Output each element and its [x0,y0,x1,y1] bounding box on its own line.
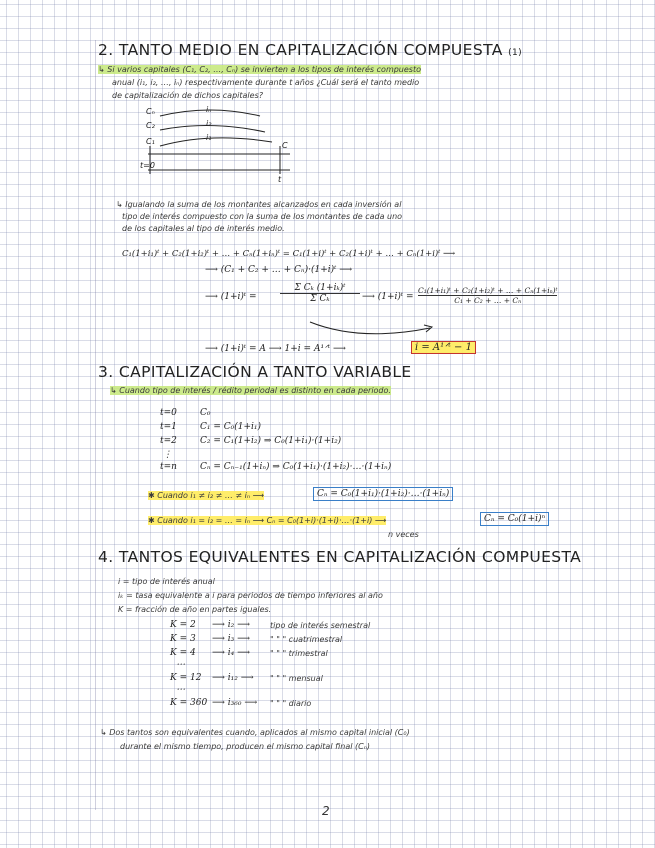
label-i1: i₁ [206,133,212,142]
case-1-label [148,491,264,500]
case-2-under: n veces [388,530,419,539]
s4-closing-1 [100,728,410,737]
equation-3-lhs: ⟶ (1+i)ᵗ = [205,292,257,302]
equation-3-frac-den: C₁ + C₂ + … + Cₙ [454,296,522,305]
s4-row-4-k: K = 12 [170,673,202,683]
s3-row-1-expr: C₁ = C₀(1+i₁) [200,422,262,432]
s4-closing-1-text: ↳ Dos tantos son equivalentes cuando, aplicados al mismo capital inicial (C₀) [100,728,410,737]
label-c1: C₁ [146,137,155,146]
section-2-title-text: 2. TANTO MEDIO EN CAPITALIZACIÓN COMPUESTA [98,41,503,59]
label-i2: i₂ [206,119,212,128]
margin-line [95,40,96,810]
section-2-para-3: de los capitales al tipo de interés medio. [122,224,285,233]
label-in: iₙ [206,105,212,114]
label-t0: t=0 [140,161,155,170]
equation-3-frac-num: C₁(1+i₁)ᵗ + C₂(1+i₂)ᵗ + … + Cₙ(1+iₙ)ᵗ [418,286,558,295]
page-number: 2 [322,804,330,818]
case-2-label [148,516,386,525]
label-c2: C₂ [146,121,155,130]
s4-row-0-k: K = 2 [170,620,196,630]
s4-row-3-k: ⋯ [176,660,185,670]
s4-row-6-desc: " " " diario [270,699,312,708]
s4-row-5-k: ⋯ [176,685,185,695]
s4-row-2-ik: ⟶ i₄ ⟶ [212,648,251,658]
section-3-title: 3. CAPITALIZACIÓN A TANTO VARIABLE [98,363,412,381]
average-rate-result: i = A¹ᐟᵗ − 1 [411,341,476,354]
s3-row-2-expr: C₂ = C₁(1+i₂) ⇒ C₀(1+i₁)·(1+i₂) [200,436,342,446]
section-4-title: 4. TANTOS EQUIVALENTES EN CAPITALIZACIÓN COMPUESTA [98,548,582,566]
intro-1-text: ↳ Si varios capitales (C₁, C₂, …, Cₙ) se invierten a los tipos de interés compuesto [98,65,421,74]
case-2-result: Cₙ = C₀(1+i)ⁿ [480,512,549,526]
s4-row-2-k: K = 4 [170,648,196,658]
case-2-label-text: ✱ Cuando i₁ = i₂ = … = iₙ ⟶ Cₙ = C₀(1+i)·(1+i)·…·(1+i) ⟶ [148,516,387,525]
s4-closing-2: durante el mismo tiempo, producen el mismo capital final (Cₙ) [120,742,371,751]
equation-3-den: Σ Cₖ [310,294,330,304]
s4-row-1-k: K = 3 [170,634,196,644]
s4-row-0-desc: tipo de interés semestral [270,621,371,630]
label-c-end: C [282,141,288,150]
s4-def-2: iₖ = tasa equivalente a i para periodos de tiempo inferiores al año [118,591,383,600]
s4-row-2-desc: " " " trimestral [270,649,328,658]
arrow-c2 [160,125,265,132]
section-2-intro-line-1 [98,65,421,74]
section-2-intro-line-2: anual (i₁, i₂, …, iₙ) respectivamente durante t años ¿Cuál será el tanto medio [112,78,420,87]
s4-row-1-desc: " " " cuatrimestral [270,635,343,644]
s3-row-0-expr: C₀ [200,408,211,418]
section-2-para-2: tipo de interés compuesto con la suma de los montantes de cada uno [122,212,403,221]
case-1-label-text: ✱ Cuando i₁ ≠ i₂ ≠ … ≠ iₙ ⟶ [148,491,265,500]
section-2-intro-line-3: de capitalización de dichos capitales? [112,91,263,100]
s4-row-1-ik: ⟶ i₃ ⟶ [212,634,251,644]
s3-row-1-t: t=1 [160,422,177,432]
section-3-intro-text: ↳ Cuando tipo de interés / rédito periodal es distinto en cada periodo. [110,386,391,395]
s4-row-6-k: K = 360 [170,698,208,708]
section-3-intro [110,386,391,395]
s3-row-2-t: t=2 [160,436,177,446]
section-2-note: (1) [508,48,523,58]
s3-row-4-expr: Cₙ = Cₙ₋₁(1+iₙ) ⇒ C₀(1+i₁)·(1+i₂)·…·(1+iₙ) [200,462,392,472]
s3-row-0-t: t=0 [160,408,177,418]
capital-timeline-diagram [140,102,300,184]
s4-row-0-ik: ⟶ i₂ ⟶ [212,620,251,630]
s3-row-4-t: t=n [160,462,177,472]
equation-3-frac-b [418,286,557,305]
equation-2: ⟶ (C₁ + C₂ + … + Cₙ)·(1+i)ᵗ ⟶ [205,265,353,275]
label-t: t [278,175,282,184]
equation-3-frac-a [280,283,360,304]
equation-3-rhs: ⟶ (1+i)ᵗ = [362,292,414,302]
section-2-title [98,41,522,59]
case-1-result: Cₙ = C₀(1+i₁)·(1+i₂)·…·(1+iₙ) [313,487,453,501]
equation-1: C₁(1+i₁)ᵗ + C₂(1+i₂)ᵗ + … + Cₙ(1+iₙ)ᵗ = C₁(1+i)ᵗ + C₂(1+i)ᵗ + … + Cₙ(1+i)ᵗ ⟶ [122,249,456,259]
s4-row-4-ik: ⟶ i₁₂ ⟶ [212,673,254,683]
label-cn: Cₙ [146,107,155,116]
equation-3-num: Σ Cₖ (1+iₖ)ᵗ [280,283,360,294]
s3-row-3-t: ⋮ [163,450,172,460]
s4-def-3: K = fracción de año en partes iguales. [118,605,272,614]
section-2-para-1: ↳ Igualando la suma de los montantes alcanzados en cada inversión al [116,200,402,209]
s4-row-6-ik: ⟶ i₃₆₀ ⟶ [212,698,258,708]
s4-def-1: i = tipo de interés anual [118,577,215,586]
equation-4: ⟶ (1+i)ᵗ = A ⟶ 1+i = A¹ᐟᵗ ⟶ [205,344,346,354]
arrow-c1 [160,138,272,146]
s4-row-4-desc: " " " mensual [270,674,323,683]
